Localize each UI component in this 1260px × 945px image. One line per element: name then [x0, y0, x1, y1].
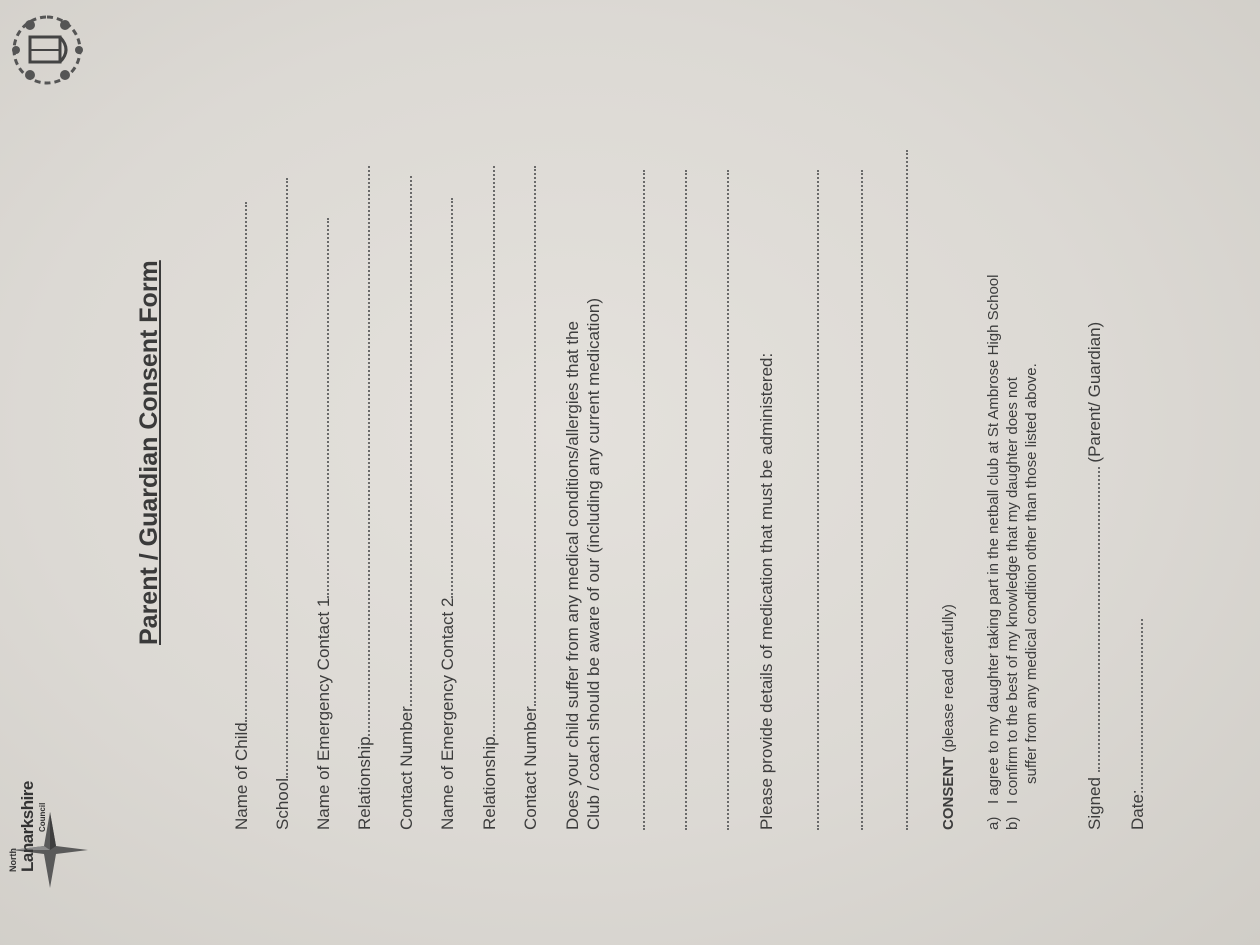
label-name-of-child: Name of Child — [232, 722, 251, 830]
consent-b-marker: b) — [1004, 816, 1021, 830]
dotted-line — [673, 170, 687, 830]
label-relationship-1: Relationship — [355, 736, 374, 830]
medical-answer-line-2[interactable] — [672, 170, 692, 830]
medication-answer-line-3[interactable] — [893, 150, 913, 830]
medical-answer-line-3[interactable] — [714, 170, 734, 830]
dotted-line — [805, 170, 819, 830]
signature-field[interactable] — [1085, 322, 1105, 830]
consent-heading-note: (please read carefully) — [940, 604, 957, 753]
medication-answer-line-1[interactable] — [804, 170, 824, 830]
field-contact-number-2[interactable] — [521, 166, 541, 830]
dotted-line — [631, 170, 645, 830]
medication-answer-line-2[interactable] — [848, 170, 868, 830]
label-contact-number-1: Contact Number — [397, 706, 416, 830]
label-relationship-2: Relationship — [480, 736, 499, 830]
dotted-line — [398, 176, 412, 706]
consent-heading-bold: CONSENT — [940, 756, 957, 830]
date-label: Date: — [1128, 789, 1147, 830]
signature-dotted-line — [1086, 467, 1100, 772]
label-emergency-contact-1: Name of Emergency Contact 1 — [314, 597, 333, 830]
dotted-line — [233, 202, 247, 722]
school-crest-icon — [10, 12, 85, 87]
date-field[interactable] — [1128, 619, 1148, 830]
field-school[interactable] — [273, 178, 293, 830]
medical-question-line-1: Does your child suffer from any medical conditions/allergies that the — [563, 321, 582, 830]
signed-suffix: (Parent/ Guardian) — [1085, 321, 1104, 463]
dotted-line — [849, 170, 863, 830]
north-lanarkshire-logo — [10, 780, 90, 890]
date-dotted-line — [1129, 619, 1143, 789]
consent-a-text: I agree to my daughter taking part in the netball club at St Ambrose High School — [985, 274, 1002, 804]
dotted-line — [274, 178, 288, 778]
logo-text-council: Council — [38, 802, 47, 832]
label-school: School — [273, 778, 292, 830]
consent-item-b — [1004, 377, 1021, 830]
field-contact-number-1[interactable] — [397, 176, 417, 830]
logo-text-north: North — [8, 848, 18, 872]
dotted-line — [894, 150, 908, 830]
consent-b-text-1: I confirm to the best of my knowledge that my daughter does not — [1004, 377, 1021, 804]
field-relationship-2[interactable] — [480, 166, 500, 830]
field-emergency-contact-2[interactable] — [438, 198, 458, 830]
medical-answer-line-1[interactable] — [630, 170, 650, 830]
form-title: Parent / Guardian Consent Form — [135, 260, 163, 645]
field-emergency-contact-1[interactable] — [314, 218, 334, 830]
logo-text-lanarkshire: Lanarkshire — [18, 781, 37, 872]
dotted-line — [315, 218, 329, 598]
field-name-of-child[interactable] — [232, 202, 252, 830]
consent-b-text-2: suffer from any medical condition other than those listed above. — [1023, 363, 1040, 784]
consent-heading — [940, 604, 957, 830]
consent-a-marker: a) — [985, 816, 1002, 830]
dotted-line — [356, 166, 370, 736]
dotted-line — [715, 170, 729, 830]
signed-label: Signed — [1085, 777, 1104, 830]
consent-item-a — [985, 275, 1002, 830]
field-relationship-1[interactable] — [355, 166, 375, 830]
label-emergency-contact-2: Name of Emergency Contact 2 — [438, 597, 457, 830]
medical-question-line-2: Club / coach should be aware of our (including any current medication) — [584, 297, 603, 830]
dotted-line — [439, 198, 453, 598]
medication-prompt: Please provide details of medication that must be administered: — [757, 352, 776, 830]
dotted-line — [481, 166, 495, 736]
dotted-line — [522, 166, 536, 706]
label-contact-number-2: Contact Number — [521, 706, 540, 830]
